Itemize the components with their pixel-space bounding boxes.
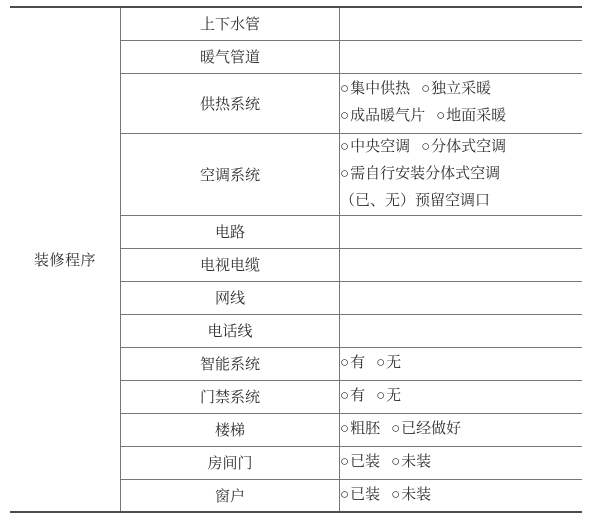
option-line — [340, 188, 582, 215]
radio-option — [340, 108, 425, 124]
radio-option — [376, 388, 401, 404]
radio-circle-icon: ○ — [421, 138, 431, 155]
item-cell — [121, 446, 340, 479]
option-line — [340, 449, 582, 476]
options-cell — [340, 347, 583, 380]
option-line — [340, 482, 582, 509]
radio-option-label: 无 — [386, 355, 402, 371]
radio-option — [391, 487, 431, 503]
radio-option-label: 有 — [350, 355, 366, 371]
item-cell — [121, 133, 340, 215]
radio-circle-icon: ○ — [340, 486, 350, 503]
radio-option-label: 成品暖气片 — [350, 108, 426, 124]
radio-circle-icon: ○ — [340, 355, 350, 371]
options-cell — [340, 215, 583, 248]
item-cell — [121, 215, 340, 248]
option-line — [340, 76, 582, 103]
item-label: 门禁系统 — [199, 390, 260, 406]
options-cell — [340, 314, 583, 347]
radio-circle-icon: ○ — [340, 454, 350, 470]
radio-option — [436, 108, 506, 124]
option-line — [340, 161, 582, 188]
item-cell — [121, 7, 340, 40]
item-label: 空调系统 — [199, 167, 260, 184]
option-line — [340, 350, 582, 377]
radio-option — [340, 388, 365, 404]
radio-option — [340, 355, 365, 371]
options-cell — [340, 73, 583, 133]
radio-option-label: 无 — [386, 388, 402, 404]
options-cell — [340, 446, 583, 479]
option-line — [340, 103, 582, 130]
radio-circle-icon: ○ — [340, 388, 350, 404]
radio-option-label: 粗胚 — [350, 421, 381, 437]
radio-option-label: 未装 — [401, 454, 432, 470]
table-row — [10, 7, 582, 40]
item-cell — [121, 380, 340, 413]
options-cell — [340, 281, 583, 314]
radio-option-label: 已装 — [350, 486, 381, 503]
item-label: 网线 — [214, 291, 245, 307]
radio-circle-icon: ○ — [421, 81, 431, 97]
category-cell — [10, 7, 121, 512]
options-cell — [340, 479, 583, 512]
category-label: 装修程序 — [33, 253, 96, 269]
item-cell — [121, 347, 340, 380]
radio-option-label: 需自行安装分体式空调 — [350, 165, 501, 182]
table-body — [10, 7, 582, 512]
item-cell — [121, 73, 340, 133]
radio-option — [340, 81, 410, 97]
item-cell — [121, 281, 340, 314]
radio-option-label: 分体式空调 — [431, 138, 507, 155]
item-label: 窗户 — [214, 488, 245, 505]
item-cell — [121, 314, 340, 347]
radio-option — [421, 139, 506, 155]
radio-option — [391, 421, 461, 437]
radio-option-label: 有 — [350, 388, 366, 404]
radio-circle-icon: ○ — [340, 108, 350, 124]
radio-option-label: 中央空调 — [350, 138, 411, 155]
radio-circle-icon: ○ — [436, 108, 446, 124]
radio-option-label: 地面采暖 — [446, 108, 507, 124]
item-label: 楼梯 — [214, 423, 245, 439]
radio-option — [391, 454, 431, 470]
radio-circle-icon: ○ — [340, 138, 350, 155]
radio-circle-icon: ○ — [391, 486, 401, 503]
radio-option-label: 集中供热 — [350, 81, 411, 97]
radio-circle-icon: ○ — [376, 355, 386, 371]
item-label: 电话线 — [207, 324, 253, 340]
radio-option — [340, 139, 410, 155]
item-cell — [121, 479, 340, 512]
radio-option — [340, 454, 380, 470]
radio-circle-icon: ○ — [340, 421, 350, 437]
option-line — [340, 383, 582, 410]
options-cell — [340, 413, 583, 446]
radio-option — [340, 421, 380, 437]
radio-option — [376, 355, 401, 371]
item-label: 暖气管道 — [199, 50, 260, 66]
option-note: （已、无）预留空调口 — [340, 192, 491, 209]
options-cell — [340, 7, 583, 40]
radio-option-label: 未装 — [401, 486, 432, 503]
radio-option — [340, 166, 500, 182]
item-label: 供热系统 — [199, 96, 260, 113]
radio-circle-icon: ○ — [376, 388, 386, 404]
option-line — [340, 416, 582, 443]
item-label: 上下水管 — [199, 17, 260, 34]
decoration-procedure-table — [10, 6, 582, 513]
item-label: 房间门 — [207, 456, 253, 472]
radio-option — [340, 487, 380, 503]
item-label: 电视电缆 — [199, 258, 260, 274]
options-cell — [340, 40, 583, 73]
options-cell — [340, 133, 583, 215]
item-cell — [121, 40, 340, 73]
radio-circle-icon: ○ — [340, 81, 350, 97]
item-label: 智能系统 — [199, 357, 260, 373]
item-cell — [121, 248, 340, 281]
option-line — [340, 134, 582, 161]
item-label: 电路 — [214, 225, 245, 241]
radio-circle-icon: ○ — [340, 165, 350, 182]
options-cell — [340, 248, 583, 281]
radio-circle-icon: ○ — [391, 454, 401, 470]
item-cell — [121, 413, 340, 446]
radio-option-label: 独立采暖 — [431, 81, 492, 97]
radio-option-label: 已装 — [350, 454, 381, 470]
radio-circle-icon: ○ — [391, 421, 401, 437]
radio-option — [421, 81, 491, 97]
radio-option-label: 已经做好 — [401, 421, 462, 437]
options-cell — [340, 380, 583, 413]
